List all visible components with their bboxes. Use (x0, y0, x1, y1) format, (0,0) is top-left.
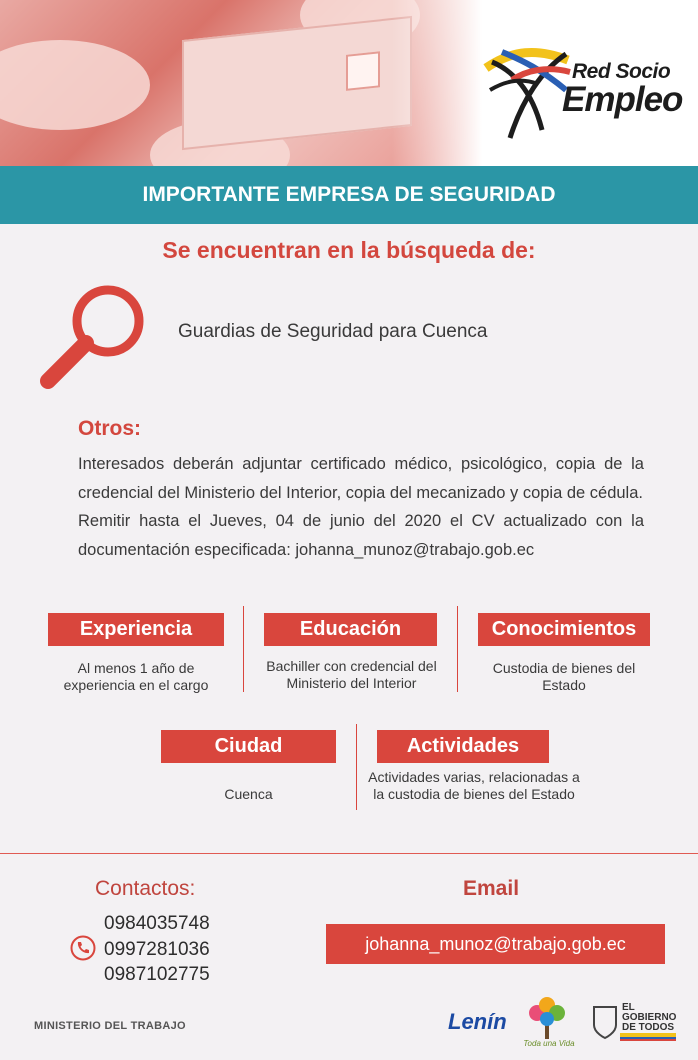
phone-list (104, 911, 210, 988)
phone-number[interactable]: 0984035748 (104, 913, 210, 934)
divider (457, 606, 458, 692)
education-header: Educación (264, 613, 437, 646)
gov-line-1: EL (622, 1002, 635, 1013)
experience-text: Al menos 1 año de experiencia en el cargo (63, 660, 209, 693)
tree-logo-caption: Toda una Vida (523, 1039, 575, 1048)
banner-title: IMPORTANTE EMPRESA DE SEGURIDAD (0, 166, 698, 224)
footer-logos (448, 995, 678, 1055)
hero-photo (0, 0, 482, 166)
government-logo-text (622, 1003, 676, 1033)
red-socio-empleo-logo (482, 40, 692, 150)
city-text: Cuenca (224, 786, 273, 802)
gov-line-2: GOBIERNO (622, 1012, 677, 1023)
contacts-title: Contactos: (95, 877, 196, 900)
divider (356, 724, 357, 810)
brand-line-2: Empleo (562, 80, 683, 119)
hero-header (0, 0, 698, 166)
divider (243, 606, 244, 692)
knowledge-header: Conocimientos (478, 613, 650, 646)
lenin-logo: Lenín (448, 1009, 507, 1034)
others-title: Otros: (78, 417, 141, 440)
email-title: Email (463, 877, 520, 900)
others-paragraph-1: Interesados deberán adjuntar certificado médico, psicológico, copia de la credencial del Ministerio del Interior, copia del mecanizado y copia de cédula. (78, 455, 644, 502)
phone-number[interactable]: 0997281036 (104, 938, 210, 960)
section-divider (0, 853, 698, 854)
education-text: Bachiller con credencial del Ministerio del Interior (266, 658, 437, 691)
city-header: Ciudad (161, 730, 336, 763)
job-position: Guardias de Seguridad para Cuenca (178, 321, 488, 342)
ministry-label: MINISTERIO DEL TRABAJO (34, 1020, 186, 1032)
email-link[interactable]: johanna_munoz@trabajo.gob.ec (326, 924, 665, 964)
others-paragraph-2: Remitir hasta el Jueves, 04 de junio del 2020 el CV actualizado con la documentación especificada: johanna_munoz@trabajo.gob.ec (78, 512, 644, 559)
brand-line-1: Red Socio (572, 60, 671, 83)
search-subtitle: Se encuentran en la búsqueda de: (162, 237, 536, 263)
activities-text: Actividades varias, relacionadas a la custodia de bienes del Estado (368, 769, 580, 802)
phone-icon (70, 935, 96, 961)
others-text (78, 450, 644, 564)
gov-line-3: DE TODOS (622, 1022, 675, 1033)
knowledge-text: Custodia de bienes del Estado (492, 660, 636, 693)
magnifier-icon (36, 283, 156, 395)
phone-number[interactable]: 0987102775 (104, 964, 210, 985)
experience-header: Experiencia (48, 613, 224, 646)
activities-header: Actividades (377, 730, 549, 763)
